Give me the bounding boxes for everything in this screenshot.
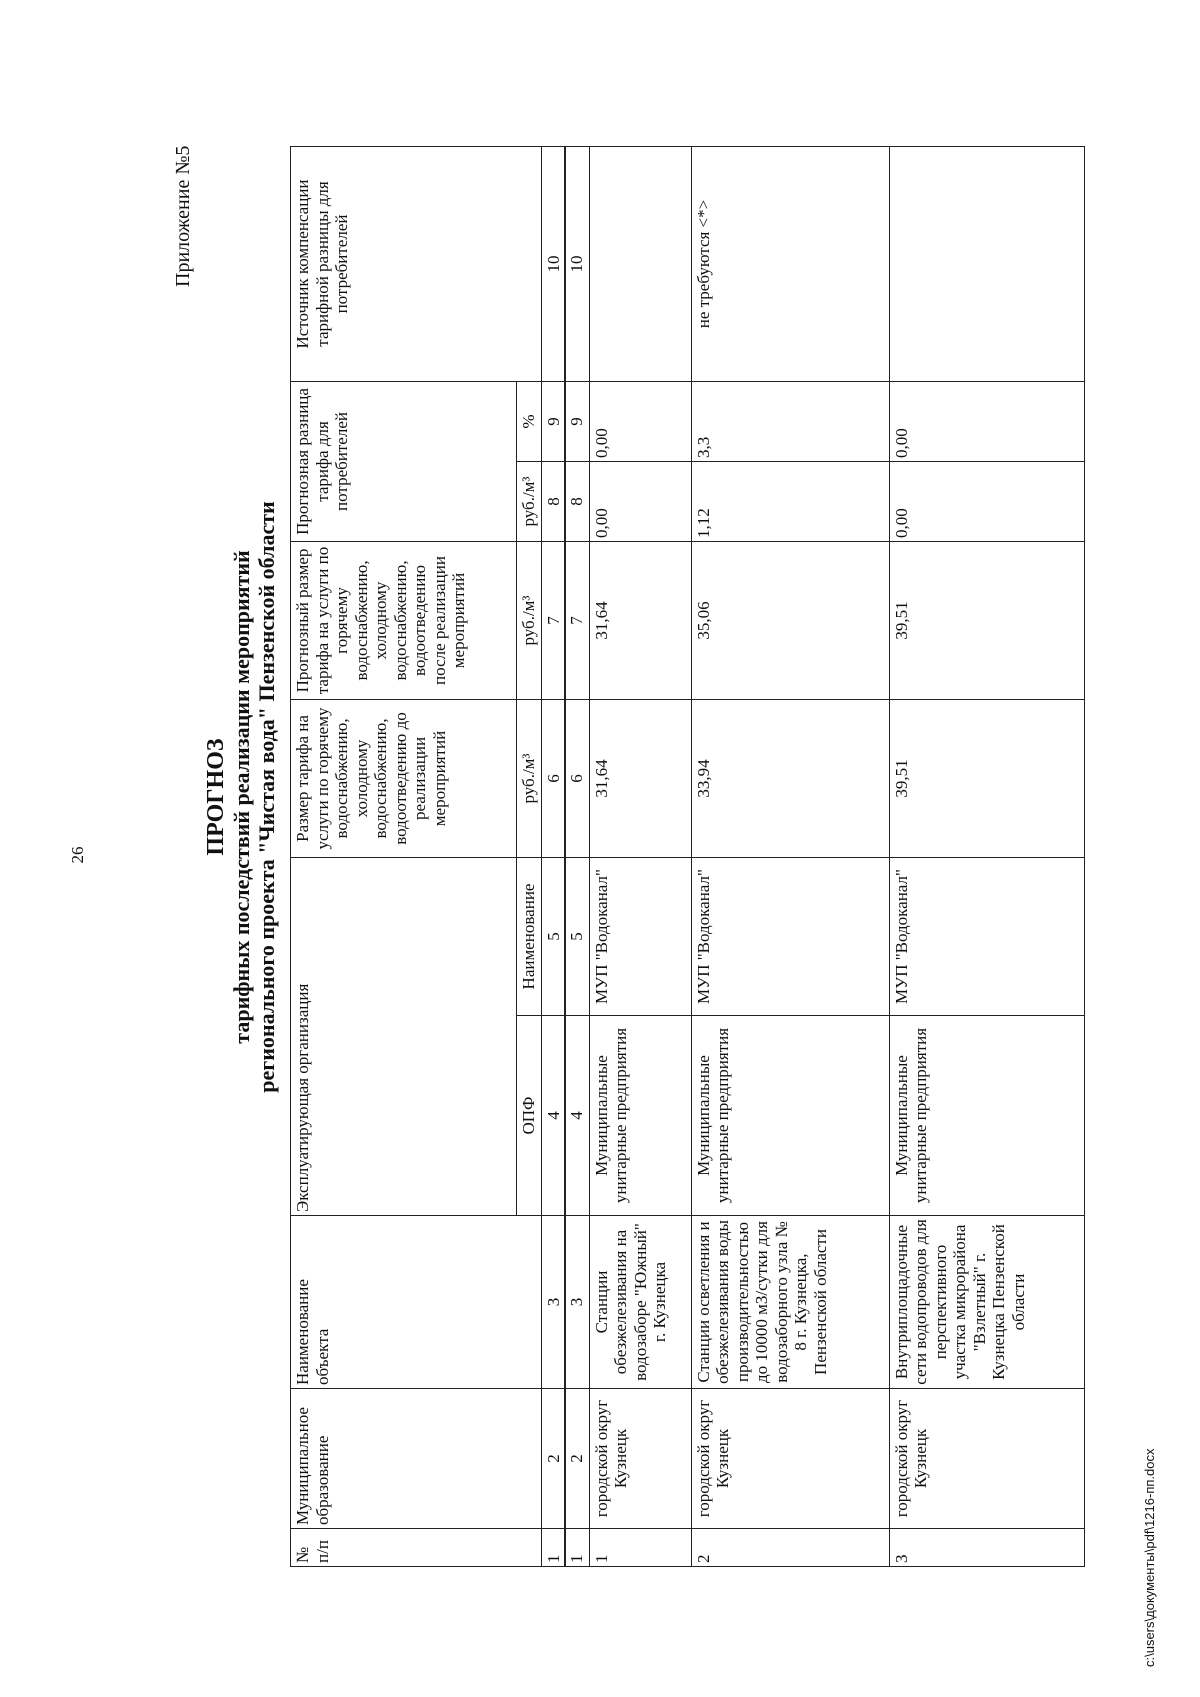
colnum-4: 4 [541, 1016, 566, 1216]
colnum-9: 9 [541, 381, 566, 461]
cell-org-name: МУП "Водоканал" [889, 858, 1084, 1016]
doc-subtitle-2: регионального проекта "Чистая вода" Пензенской области [254, 501, 279, 1093]
cell-object: Станции осветления и обезжелезивания воды производительностью до 10000 м3/сутки для водозаборного узла № 8 г. Кузнецка, Пензенской области [691, 1216, 889, 1389]
colnum-10: 10 [565, 147, 590, 382]
page-number: 26 [68, 846, 87, 864]
colnum-10: 10 [541, 146, 566, 381]
cell-object: Внутриплощадочные сети водопроводов для перспективного участка микрорайона "Взлетный" г. Кузнецка Пензенской области [889, 1216, 1084, 1389]
subheader-unit-6: руб./м³ [517, 699, 542, 857]
doc-subtitle-1: тарифных последствий реализации мероприятий [229, 550, 254, 1044]
cell-no: 3 [889, 1529, 1084, 1567]
subheader-opf: ОПФ [517, 1016, 542, 1216]
cell-tariff-before: 33,94 [691, 700, 889, 858]
cell-opf: Муниципальные унитарные предприятия [589, 1016, 691, 1216]
table-row [565, 147, 590, 1567]
cell-tariff-after: 35,06 [691, 542, 889, 700]
cell-org-name: МУП "Водоканал" [691, 858, 889, 1016]
colnum-6: 6 [541, 699, 566, 857]
cell-source [889, 147, 1084, 382]
doc-title: ПРОГНОЗ [203, 738, 229, 856]
header-cell-no: № п/п [291, 1529, 542, 1567]
subheader-unit-8: руб./м³ [517, 461, 542, 541]
header-cell-object: Наименование объекта [291, 1216, 542, 1389]
header-cell-difference: Прогнозная разница тарифа для потребителей [291, 381, 517, 541]
cell-no: 1 [589, 1529, 691, 1567]
cell-tariff-before: 31,64 [589, 700, 691, 858]
header-cell-municipality: Муниципальное образование [291, 1389, 542, 1529]
colnum-3: 3 [541, 1216, 566, 1389]
cell-diff-pct: 0,00 [889, 382, 1084, 462]
colnum-7: 7 [565, 542, 590, 700]
cell-org-name: МУП "Водоканал" [589, 858, 691, 1016]
cell-diff-pct: 0,00 [589, 382, 691, 462]
cell-diff-rub: 0,00 [889, 462, 1084, 542]
table-row [589, 147, 691, 1567]
subheader-unit-7: руб./м³ [517, 541, 542, 699]
colnum-2: 2 [565, 1389, 590, 1529]
colnum-8: 8 [541, 461, 566, 541]
cell-source [589, 147, 691, 382]
cell-opf: Муниципальные унитарные предприятия [691, 1016, 889, 1216]
cell-opf: Муниципальные унитарные предприятия [889, 1016, 1084, 1216]
cell-source: не требуются <*> [691, 147, 889, 382]
cell-municipality: городской округ Кузнецк [889, 1389, 1084, 1529]
appendix-label: Приложение №5 [172, 145, 194, 287]
cell-diff-pct: 3,3 [691, 382, 889, 462]
file-path-footer: c:\users\документы\pdf\1216-пп.docx [1142, 1448, 1157, 1667]
colnum-1: 1 [541, 1529, 566, 1567]
cell-municipality: городской округ Кузнецк [589, 1389, 691, 1529]
header-table [290, 146, 566, 1567]
colnum-3: 3 [565, 1216, 590, 1389]
colnum-1: 1 [565, 1529, 590, 1567]
colnum-6: 6 [565, 700, 590, 858]
body-table [564, 146, 1085, 1567]
table-row [691, 147, 889, 1567]
colnum-2: 2 [541, 1389, 566, 1529]
colnum-5: 5 [541, 857, 566, 1015]
cell-diff-rub: 0,00 [589, 462, 691, 542]
header-cell-tariff-after: Прогнозный размер тарифа на услуги по горячему водоснабжению, холодному водоснабжению, водоотведению после реализации мероприятий [291, 541, 517, 699]
cell-diff-rub: 1,12 [691, 462, 889, 542]
cell-municipality: городской округ Кузнецк [691, 1389, 889, 1529]
colnum-9: 9 [565, 382, 590, 462]
table-row [889, 147, 1084, 1567]
colnum-8: 8 [565, 462, 590, 542]
header-cell-source: Источник компенсации тарифной разницы для потребителей [291, 146, 542, 381]
cell-no: 2 [691, 1529, 889, 1567]
cell-tariff-before: 39,51 [889, 700, 1084, 858]
subheader-unit-9: % [517, 381, 542, 461]
cell-tariff-after: 31,64 [589, 542, 691, 700]
colnum-7: 7 [541, 541, 566, 699]
subheader-name: Наименование [517, 857, 542, 1015]
header-cell-operator: Эксплуатирующая организация [291, 857, 517, 1215]
header-cell-tariff-before: Размер тарифа на услуги по горячему водоснабжению, холодному водоснабжению, водоотведению до реализации мероприятий [291, 699, 517, 857]
colnum-4: 4 [565, 1016, 590, 1216]
cell-object: Станции обезжелезивания на водозаборе "Южный" г. Кузнецка [589, 1216, 691, 1389]
cell-tariff-after: 39,51 [889, 542, 1084, 700]
colnum-5: 5 [565, 858, 590, 1016]
